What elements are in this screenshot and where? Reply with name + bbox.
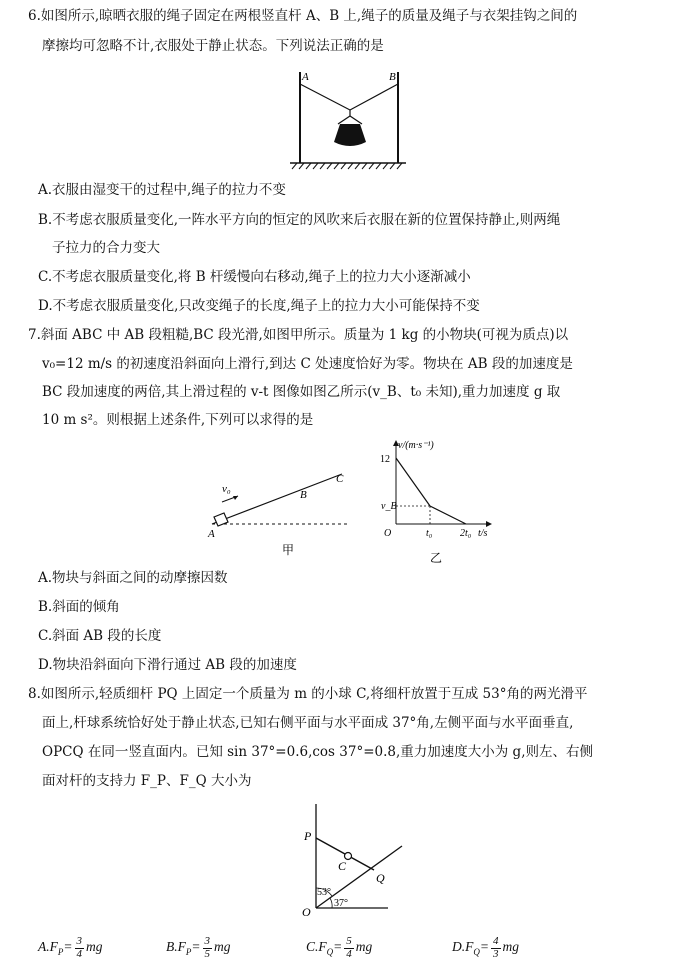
label-q: Q [376,871,385,885]
label-c: C [336,473,344,485]
option-b-sub: P [185,946,192,957]
label-c: C [338,859,347,873]
option-d-prefix: D.F [452,939,474,955]
q7-option-a: A.物块与斜面之间的动摩擦因数 [38,570,228,586]
option-a-prefix: A.F [38,939,58,955]
label-o: O [302,905,311,919]
origin-label: O [384,528,392,539]
q7-stem-line1: 7.斜面 ABC 中 AB 段粗糙,BC 段光滑,如图甲所示。质量为 1 kg 的小物块(可视为质点)以 [28,327,569,343]
q6-option-d: D.不考虑衣服质量变化,只改变绳子的长度,绳子上的拉力大小可能保持不变 [38,298,480,314]
option-c-prefix: C.F [306,939,327,955]
q6-figure [286,66,410,170]
option-b-den: 5 [204,947,210,960]
label-angle-53: 53° [317,887,331,898]
q8-option-a [38,936,103,960]
option-b-prefix: B.F [166,939,186,955]
tick-12: 12 [380,454,390,465]
option-d-eq: = [479,939,489,955]
option-c-suffix: mg [355,939,373,955]
q6-option-a: A.衣服由湿变干的过程中,绳子的拉力不变 [38,182,286,198]
caption-jia: 甲 [282,543,295,557]
x-axis-arrow [486,521,492,527]
ground-hatch [292,163,402,169]
q7-option-b: B.斜面的倾角 [38,599,120,615]
q8-figure [296,800,408,922]
q7-figure-jia [200,462,360,560]
tick-vb: v_B [381,501,397,512]
option-a-fraction [75,936,85,960]
vt-segment-ab [396,458,430,506]
option-d-sub: Q [473,946,480,957]
option-d-fraction [491,936,501,960]
q8-stem-line4: 面对杆的支持力 F_P、F_Q 大小为 [42,773,252,789]
vt-segment-bc [430,506,466,524]
option-d-den: 3 [493,947,499,960]
option-a-sub: P [57,946,64,957]
label-b: B [389,71,396,83]
q6-stem-line2: 摩擦均可忽略不计,衣服处于静止状态。下列说法正确的是 [42,38,384,54]
q7-option-d: D.物块沿斜面向下滑行通过 AB 段的加速度 [38,657,297,673]
label-angle-37: 37° [334,898,348,909]
q8-stem-line3: OPCQ 在同一竖直面内。已知 sin 37°=0.6,cos 37°=0.8,重力加速度大小为 g,则左、右侧 [42,744,593,760]
option-c-den: 4 [346,947,352,960]
q8-stem-line2: 面上,杆球系统恰好处于静止状态,已知右侧平面与水平面成 37°角,左侧平面与水平面垂直, [42,715,574,731]
q7-stem-line4: 10 m s²。则根据上述条件,下列可以求得的是 [42,412,314,428]
label-v0: v₀ [222,483,231,495]
option-a-num: 3 [76,935,82,947]
option-b-eq: = [191,939,201,955]
q6-option-c: C.不考虑衣服质量变化,将 B 杆缓慢向右移动,绳子上的拉力大小逐渐减小 [38,269,471,285]
q6-option-b-line1: B.不考虑衣服质量变化,一阵水平方向的恒定的风吹来后衣服在新的位置保持静止,则两绳 [38,212,561,228]
q6-stem-line1: 6.如图所示,晾晒衣服的绳子固定在两根竖直杆 A、B 上,绳子的质量及绳子与衣架挂钩之间的 [28,8,578,24]
option-d-suffix: mg [502,939,519,955]
tick-2t0: 2t₀ [460,528,472,539]
incline-line [212,474,342,524]
option-d-num: 4 [493,935,499,947]
label-a: A [302,71,309,83]
x-axis-label: t/s [478,528,488,539]
tick-t0: t₀ [426,528,433,539]
y-axis-label: v/(m·s⁻¹) [398,440,434,451]
label-b: B [300,489,307,501]
option-b-fraction [203,936,213,960]
option-c-sub: Q [326,946,334,957]
q7-stem-line3: BC 段加速度的两倍,其上滑过程的 v-t 图像如图乙所示(v_B、t₀ 未知),重力加速度 g 取 [42,384,561,400]
option-c-fraction [344,936,354,960]
option-c-eq: = [333,939,343,955]
q8-stem-line1: 8.如图所示,轻质细杆 PQ 上固定一个质量为 m 的小球 C,将细杆放置于互成 53°角的两光滑平 [28,686,588,702]
option-a-eq: = [63,939,73,955]
hanger-bar [338,116,362,124]
angle-37-arc [330,898,332,908]
q8-option-d [452,936,519,960]
rope [300,84,398,110]
right-inclined-plane [316,846,402,908]
option-c-num: 5 [346,935,352,947]
q7-option-c: C.斜面 AB 段的长度 [38,628,162,644]
option-b-num: 3 [204,935,210,947]
q7-stem-line2: v₀=12 m/s 的初速度沿斜面向上滑行,到达 C 处速度恰好为零。物块在 AB 段的加速度是 [42,356,573,372]
label-p: P [304,829,312,843]
caption-yi: 乙 [430,551,443,565]
q7-figure-yi [372,436,502,568]
option-b-suffix: mg [214,939,231,955]
q8-option-c [306,936,372,960]
q8-option-b [166,936,231,960]
clothes-shape [334,124,366,146]
label-a: A [208,528,215,540]
option-a-suffix: mg [86,939,103,955]
q6-option-b-line2: 子拉力的合力变大 [52,240,160,256]
option-a-den: 4 [76,947,82,960]
